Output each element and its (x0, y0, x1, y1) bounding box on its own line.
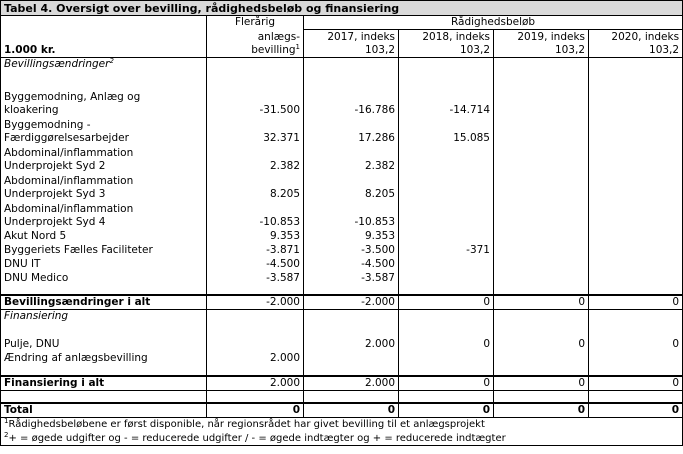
cell-value: 2.000 (304, 376, 399, 391)
cell-value: -3.587 (304, 271, 399, 285)
cell-value (589, 89, 683, 117)
col-header-2020-l2: 103,2 (589, 44, 683, 58)
cell-value (399, 271, 494, 285)
cell-value (399, 257, 494, 271)
row-label: Abdominal/inflammation Underprojekt Syd 4 (1, 201, 207, 229)
total-row (1, 403, 683, 418)
cell-value (494, 229, 589, 243)
cell-value (494, 89, 589, 117)
cell-value (589, 351, 683, 365)
col-header-flerarig-1: Flerårig (207, 16, 304, 30)
cell-value: -371 (399, 243, 494, 257)
cell-value: -2.000 (304, 295, 399, 310)
cell-value: -14.714 (399, 89, 494, 117)
cell-value (589, 271, 683, 285)
table-row (1, 243, 683, 257)
cell-value: -4.500 (304, 257, 399, 271)
cell-value: -31.500 (207, 89, 304, 117)
row-label: Pulje, DNU (1, 337, 207, 351)
cell-value (589, 257, 683, 271)
cell-value (494, 201, 589, 229)
cell-value: -3.587 (207, 271, 304, 285)
row-label: Byggemodning, Anlæg og kloakering (1, 89, 207, 117)
table-row (1, 229, 683, 243)
cell-value (399, 173, 494, 201)
table-row (1, 117, 683, 145)
unit-label: 1.000 kr. (1, 44, 207, 58)
cell-value (494, 173, 589, 201)
table-row (1, 337, 683, 351)
cell-value: -16.786 (304, 89, 399, 117)
cell-value: -10.853 (207, 201, 304, 229)
cell-value (399, 351, 494, 365)
table-row (1, 173, 683, 201)
cell-value: 32.371 (207, 117, 304, 145)
cell-value: -2.000 (207, 295, 304, 310)
col-header-2017-l1: 2017, indeks (304, 30, 399, 44)
col-header-2018-l2: 103,2 (399, 44, 494, 58)
subtotal-label: Finansiering i alt (1, 376, 207, 391)
cell-value: 8.205 (207, 173, 304, 201)
cell-value: 0 (399, 376, 494, 391)
cell-value: 9.353 (304, 229, 399, 243)
cell-value: 0 (399, 403, 494, 418)
cell-value (589, 117, 683, 145)
cell-value: 0 (589, 376, 683, 391)
subtotal-row (1, 295, 683, 310)
cell-value (304, 351, 399, 365)
row-label: DNU Medico (1, 271, 207, 285)
col-header-flerarig-3: bevilling$^1$ (207, 44, 304, 58)
cell-value: 0 (304, 403, 399, 418)
cell-value (589, 173, 683, 201)
cell-value: 0 (399, 295, 494, 310)
row-label: Byggeriets Fælles Faciliteter (1, 243, 207, 257)
cell-value (494, 243, 589, 257)
cell-value (399, 201, 494, 229)
cell-value: 2.382 (207, 145, 304, 173)
table-row (1, 145, 683, 173)
cell-value: 0 (589, 403, 683, 418)
table-row (1, 89, 683, 117)
cell-value: 0 (589, 295, 683, 310)
table-row (1, 257, 683, 271)
cell-value (399, 229, 494, 243)
cell-value: 0 (207, 403, 304, 418)
cell-value: 2.382 (304, 145, 399, 173)
col-header-flerarig-2: anlægs- (207, 30, 304, 44)
cell-value: 2.000 (207, 351, 304, 365)
cell-value: 0 (589, 337, 683, 351)
table-row (1, 201, 683, 229)
row-label: Ændring af anlægsbevilling (1, 351, 207, 365)
row-label: Abdominal/inflammation Underprojekt Syd 3 (1, 173, 207, 201)
footnote-1: $^1$Rådighedsbeløbene er først disponible, når regionsrådet har givet bevilling til et anlægsprojekt (1, 417, 683, 431)
table-title: Tabel 4. Oversigt over bevilling, rådighedsbeløb og finansiering (1, 1, 683, 16)
cell-value: -3.871 (207, 243, 304, 257)
total-label: Total (1, 403, 207, 418)
col-header-2019-l1: 2019, indeks (494, 30, 589, 44)
cell-value (494, 257, 589, 271)
cell-value: -4.500 (207, 257, 304, 271)
col-header-2019-l2: 103,2 (494, 44, 589, 58)
section-label-bevillingsaendringer: Bevillingsændringer$^2$ (1, 58, 207, 72)
cell-value: 2.000 (304, 337, 399, 351)
col-header-2018-l1: 2018, indeks (399, 30, 494, 44)
section-label-finansiering: Finansiering (1, 309, 207, 323)
cell-value (589, 145, 683, 173)
cell-value (494, 145, 589, 173)
row-label: DNU IT (1, 257, 207, 271)
cell-value (589, 201, 683, 229)
header-blank (1, 16, 207, 30)
cell-value: 17.286 (304, 117, 399, 145)
cell-value (494, 351, 589, 365)
cell-value: -10.853 (304, 201, 399, 229)
table-row (1, 271, 683, 285)
cell-value: 9.353 (207, 229, 304, 243)
cell-value: 0 (494, 403, 589, 418)
col-header-2017-l2: 103,2 (304, 44, 399, 58)
cell-value (494, 117, 589, 145)
row-label: Byggemodning - Færdiggørelsesarbejder (1, 117, 207, 145)
cell-value: 0 (494, 295, 589, 310)
cell-value (589, 229, 683, 243)
cell-value (494, 271, 589, 285)
cell-value: 8.205 (304, 173, 399, 201)
cell-value: 0 (399, 337, 494, 351)
cell-value: 0 (494, 337, 589, 351)
cell-value (207, 337, 304, 351)
cell-value: -3.500 (304, 243, 399, 257)
cell-value: 0 (494, 376, 589, 391)
row-label: Akut Nord 5 (1, 229, 207, 243)
cell-value: 2.000 (207, 376, 304, 391)
subtotal-row (1, 376, 683, 391)
subtotal-label: Bevillingsændringer i alt (1, 295, 207, 310)
col-header-2020-l1: 2020, indeks (589, 30, 683, 44)
row-label: Abdominal/inflammation Underprojekt Syd 2 (1, 145, 207, 173)
footnote-2: $^2$+ = øgede udgifter og - = reducerede udgifter / - = øgede indtægter og + = reducerede indtægter (1, 431, 683, 445)
cell-value (589, 243, 683, 257)
group-header-radighed: Rådighedsbeløb (304, 16, 683, 30)
table-row (1, 351, 683, 365)
cell-value (399, 145, 494, 173)
cell-value: 15.085 (399, 117, 494, 145)
